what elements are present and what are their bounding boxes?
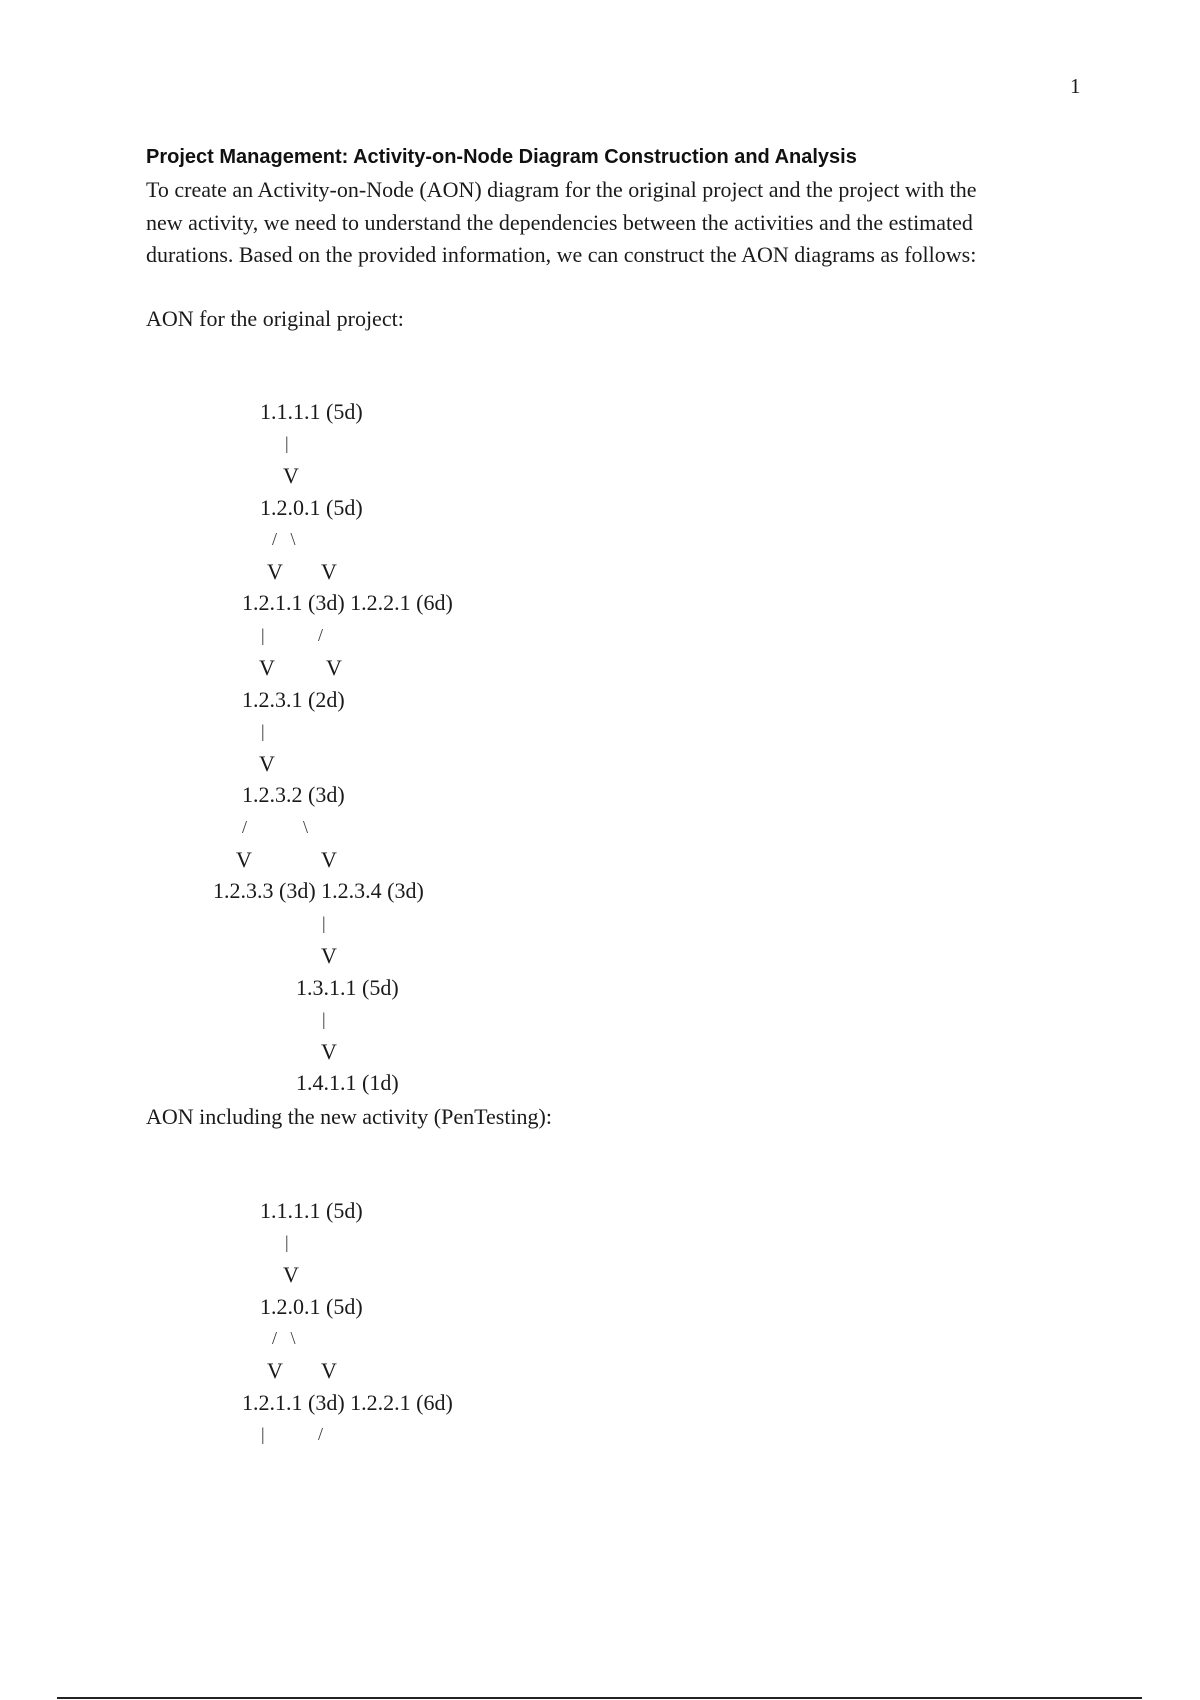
- connector-arrow: V: [321, 559, 337, 584]
- connector-pipe: |: [322, 1009, 326, 1029]
- intro-line: new activity, we need to understand the dependencies between the activities and the estimated: [146, 209, 973, 235]
- node-1-4-1-1: 1.4.1.1 (1d): [296, 1070, 399, 1095]
- connector-pipe: |: [285, 1232, 289, 1252]
- connector-arrow: V: [326, 655, 342, 680]
- connector-pipe: |: [261, 1424, 265, 1444]
- intro-line: durations. Based on the provided information, we can construct the AON diagrams as follows:: [146, 242, 977, 267]
- node-1-3-1-1: 1.3.1.1 (5d): [296, 975, 399, 1000]
- intro-paragraph: [146, 174, 1076, 272]
- connector-arrow: V: [321, 1358, 337, 1383]
- connector-pipe: |: [322, 913, 326, 933]
- connector-pipe: |: [285, 433, 289, 453]
- connector-pipe: |: [261, 721, 265, 741]
- node-1-2-1-1-and-1-2-2-1: 1.2.1.1 (3d) 1.2.2.1 (6d): [242, 1390, 453, 1415]
- connector-arrow: V: [259, 751, 275, 776]
- node-1-2-3-3-and-1-2-3-4: 1.2.3.3 (3d) 1.2.3.4 (3d): [213, 878, 424, 903]
- connector-fork: / \: [272, 1328, 296, 1348]
- node-1-2-1-1-and-1-2-2-1: 1.2.1.1 (3d) 1.2.2.1 (6d): [242, 590, 453, 615]
- connector-slash: /: [242, 817, 248, 837]
- connector-slash: /: [318, 625, 324, 645]
- node-1-1-1-1: 1.1.1.1 (5d): [260, 1198, 363, 1223]
- connector-arrow: V: [321, 943, 337, 968]
- node-1-1-1-1: 1.1.1.1 (5d): [260, 399, 363, 424]
- connector-arrow: V: [283, 1262, 299, 1287]
- connector-pipe: |: [261, 625, 265, 645]
- node-1-2-3-2: 1.2.3.2 (3d): [242, 782, 345, 807]
- document-title: Project Management: Activity-on-Node Diagram Construction and Analysis: [146, 146, 857, 168]
- connector-arrow: V: [259, 655, 275, 680]
- connector-arrow: V: [236, 847, 252, 872]
- connector-arrow: V: [321, 847, 337, 872]
- original-section-label: AON for the original project:: [146, 306, 404, 331]
- page-number: 1: [1070, 74, 1081, 98]
- connector-slash: /: [318, 1424, 324, 1444]
- page-bottom-rule: [57, 1697, 1142, 1699]
- connector-arrow: V: [267, 559, 283, 584]
- node-1-2-0-1: 1.2.0.1 (5d): [260, 1294, 363, 1319]
- connector-backslash: \: [303, 817, 309, 837]
- intro-line: To create an Activity-on-Node (AON) diagram for the original project and the project with the: [146, 177, 977, 202]
- connector-arrow: V: [283, 463, 299, 488]
- new-section-label: AON including the new activity (PenTesting):: [146, 1104, 552, 1129]
- connector-fork: / \: [272, 529, 296, 549]
- node-1-2-3-1: 1.2.3.1 (2d): [242, 687, 345, 712]
- connector-arrow: V: [321, 1039, 337, 1064]
- node-1-2-0-1: 1.2.0.1 (5d): [260, 495, 363, 520]
- connector-arrow: V: [267, 1358, 283, 1383]
